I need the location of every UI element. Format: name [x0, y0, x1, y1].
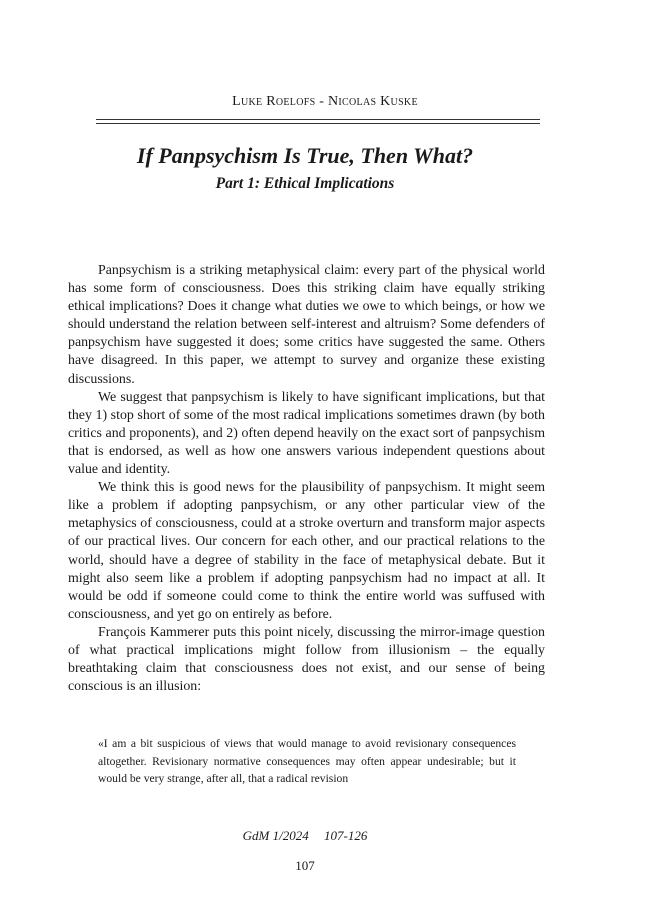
article-subtitle: Part 1: Ethical Implications: [215, 175, 395, 192]
header-rule-bottom: [96, 123, 540, 124]
header-rule-top: [96, 119, 540, 120]
block-quote: «I am a bit suspicious of views that would manage to avoid revisionary consequences altogether. Revisionary normative consequences may often appear undesirable; but it would be very strange, after all, that a radical revision: [98, 737, 516, 785]
body-paragraph: François Kammerer puts this point nicely, discussing the mirror-image question of what practical implications might follow from illusionism – the equally breathtaking claim that consciousness does not exist, and our sense of being conscious is an illusion:: [68, 624, 545, 695]
page-number: 107: [295, 858, 315, 873]
body-paragraph: Panpsychism is a striking metaphysical claim: every part of the physical world has some form of consciousness. Does this striking claim have equally striking ethical implications? Does it change what duties we owe to which beings, or how we should understand the relation between self-interest and altruism? Some defenders of panpsychism have suggested it does; some critics have suggested the same. Others have disagreed. In this paper, we attempt to survey and organize these existing discussions.: [68, 263, 545, 387]
page-range: 107-126: [324, 828, 368, 843]
journal-issue: GdM 1/2024: [242, 828, 309, 843]
body-paragraph: We think this is good news for the plausibility of panpsychism. It might seem like a problem if adopting panpsychism, or any other particular view of the metaphysics of consciousness, could at a stroke overturn and transform major aspects of our practical lives. Our concern for each other, and our practical relations to the world, should have a degree of stability in the face of metaphysical debate. But it might also seem like a problem if adopting panpsychism had no impact at all. It would be odd if someone could come to think the entire world was suffused with consciousness, and yet go on entirely as before.: [68, 480, 545, 622]
body-text: [68, 262, 545, 696]
body-paragraph: We suggest that panpsychism is likely to have significant implications, but that they 1) stop short of some of the most radical implications sometimes drawn (by both critics and proponents), and 2) often depend heavily on the exact sort of panpsychism that is endorsed, as well as how one answers various independent questions about value and identity.: [68, 389, 545, 478]
journal-citation: [0, 828, 650, 844]
running-head: Luke Roelofs - Nicolas Kuske: [232, 94, 418, 109]
article-title: If Panpsychism Is True, Then What?: [136, 143, 474, 168]
